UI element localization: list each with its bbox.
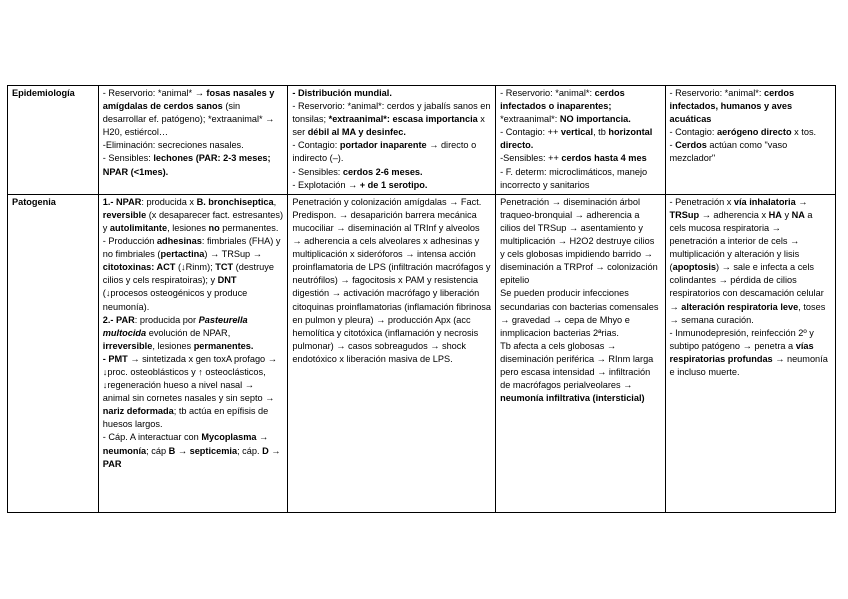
text-run: x tos.: [791, 127, 817, 138]
table-cell: [496, 194, 665, 512]
text-run: actúan como "vaso mezclador": [669, 140, 788, 164]
text-run: horizontal directo.: [500, 127, 653, 151]
table-cell: [496, 86, 665, 195]
text-run: - Sensibles:: [102, 153, 154, 164]
text-run: : producida x: [141, 196, 197, 207]
text-run: + de 1 serotipo.: [359, 179, 428, 190]
text-run: - Contagio:: [292, 140, 340, 151]
text-run: cerdos hasta 4 mes: [561, 153, 647, 164]
text-run: Cerdos: [675, 140, 707, 151]
text-run: citotoxinas: ACT: [102, 262, 176, 273]
cell-paragraph: [103, 314, 284, 353]
cell-paragraph: [292, 87, 491, 100]
text-run: -Sensibles: ++: [500, 153, 562, 164]
cell-paragraph: [500, 126, 660, 152]
text-run: : fimbriales (FHA) y no fimbriales (: [102, 236, 281, 260]
text-run: NO importancia.: [559, 114, 631, 125]
text-run: Pasteurella multocida: [102, 314, 248, 338]
text-run: nariz deformada: [102, 406, 174, 417]
row-header-label: Epidemiología: [12, 88, 75, 98]
text-run: → directo o indirecto (–).: [292, 140, 477, 164]
text-run: ,: [273, 196, 277, 207]
text-run: Penetración → diseminación árbol traqueo-bronquial → adherencia a cilios del TRSup → asentamiento y multiplicación → H2O2 destruye cilios y cels globosas impidiendo barrido → diseminación a TRProf → colonización epitelio: [500, 196, 658, 286]
text-run: Tb afecta a cels globosas → diseminación periférica → RInm larga pero escasa intensidad → infiltración de macrófagos perialveolares →: [500, 340, 654, 391]
text-run: , lesiones: [167, 222, 209, 233]
cell-paragraph: [103, 152, 284, 178]
cell-paragraph: [500, 287, 660, 339]
text-run: - Producción: [102, 236, 157, 247]
cell-paragraph: [103, 139, 284, 152]
text-run: Se pueden producir infecciones secundarias con bacterias comensales → gravedad → cepa de Mhyo e inmplicacion bacterias 2ªrias.: [500, 288, 659, 338]
text-run: TRSup: [669, 209, 700, 220]
cell-paragraph: [292, 100, 491, 139]
row-epidemiologia: [8, 86, 836, 195]
text-run: → sintetizada x gen toxA profago → ↓proc. osteoblásticos y ↑ osteoclásticos, ↓regeneración hueso a nivel nasal → animal sin cornetes nasales y sin septo →: [102, 353, 277, 404]
text-run: cerdos infectados, humanos y aves acuáticas: [669, 88, 795, 125]
table-cell: [665, 194, 835, 512]
row-patogenia: [8, 194, 836, 512]
text-run: neumonía: [102, 445, 147, 456]
text-run: - Inmunodepresión, reinfección 2º y subtipo patógeno → penetra a: [669, 327, 814, 351]
cell-paragraph: [500, 196, 660, 288]
row-header-label: Patogenia: [12, 196, 56, 207]
table-cell: [98, 194, 288, 512]
text-run: vía inhalatoria: [733, 196, 796, 207]
cell-paragraph: [292, 166, 491, 179]
row-header: [8, 86, 99, 195]
text-run: B. bronchiseptica: [196, 196, 274, 207]
text-run: →: [268, 445, 281, 456]
text-run: (x desaparecer fact. estresantes) y: [102, 209, 284, 233]
text-run: autolimitante: [109, 222, 168, 233]
text-run: vías respiratorias profundas: [669, 340, 814, 364]
cell-paragraph: [103, 235, 284, 314]
cell-paragraph: [670, 87, 831, 126]
text-run: , lesiones: [152, 340, 194, 351]
text-run: portador inaparente: [339, 140, 427, 151]
text-run: (destruye cilios y cels respiratoiras); y: [102, 262, 274, 286]
cell-paragraph: [500, 166, 660, 192]
cell-paragraph: [292, 179, 491, 192]
text-run: ; tb actúa en epífisis de huesos largos.: [102, 406, 269, 430]
text-run: pertactina: [160, 249, 205, 260]
text-run: - Cáp. A interactuar con: [102, 432, 202, 443]
text-run: (sin desarrollar ef. patógeno); *extraanimal* → H20, estiércol…: [102, 101, 275, 138]
text-run: - PMT: [102, 353, 128, 364]
text-run: - Reservorio: *animal*: cerdos y jabalís sanos en tonsilas;: [292, 101, 491, 125]
text-run: →: [256, 432, 269, 443]
cell-paragraph: [103, 87, 284, 139]
text-run: evolución de NPAR,: [146, 327, 231, 338]
text-run: cerdos 2-6 meses.: [342, 166, 423, 177]
text-run: , tb: [593, 127, 609, 138]
text-run: reversible: [102, 209, 147, 220]
text-run: neumonía infiltrativa (intersticial): [500, 393, 645, 404]
text-run: ) → sale e infecta a cels colindantes → pérdida de cilios respiratorios con descamación celular →: [669, 262, 824, 312]
text-run: permanentes.: [193, 340, 254, 351]
cell-paragraph: [103, 431, 284, 470]
text-run: alteración respiratoria leve: [681, 301, 799, 312]
cell-paragraph: [670, 126, 831, 139]
text-run: - Distribución mundial.: [292, 88, 392, 98]
text-run: adhesinas: [156, 236, 202, 247]
text-run: 2.- PAR: [102, 314, 135, 325]
text-run: - Contagio:: [669, 127, 718, 138]
text-run: -Eliminación: secreciones nasales.: [102, 140, 244, 151]
text-run: - Reservorio: *animal*: [102, 88, 195, 98]
text-run: *extraanimal*: escasa importancia: [328, 114, 478, 125]
text-run: (↓procesos osteogénicos y produce neumonía).: [102, 288, 248, 312]
text-run: x ser: [292, 114, 485, 138]
text-run: - Reservorio: *animal*:: [669, 88, 764, 98]
text-run: TCT: [215, 262, 234, 273]
text-run: vertical: [560, 127, 594, 138]
text-run: - Explotación →: [292, 179, 360, 190]
text-run: apoptosis: [672, 262, 716, 273]
text-run: PAR: [102, 458, 122, 469]
text-run: y: [781, 209, 792, 220]
text-run: - Penetración x: [669, 196, 734, 207]
table-cell: [288, 86, 496, 195]
table-cell: [288, 194, 496, 512]
cell-paragraph: [103, 353, 284, 432]
text-run: ) → TRSup →: [204, 249, 262, 260]
text-run: →: [175, 445, 190, 456]
text-run: cerdos infectados o inaparentes;: [500, 88, 625, 112]
cell-paragraph: [103, 196, 284, 235]
text-run: septicemia: [189, 445, 238, 456]
text-run: ; cáp: [146, 445, 169, 456]
text-run: D: [262, 445, 269, 456]
table-cell: [98, 86, 288, 195]
table-cell: [665, 86, 835, 195]
text-run: lechones (PAR: 2-3 meses; NPAR (<1mes).: [102, 153, 271, 177]
text-run: 1.- NPAR: [102, 196, 142, 207]
text-run: HA: [768, 209, 782, 220]
text-run: , toses → semana curación.: [669, 301, 826, 325]
text-run: - Sensibles:: [292, 166, 343, 177]
cell-paragraph: [670, 139, 831, 165]
text-run: - F. determ: microclimáticos, manejo incorrecto y sanitarios: [500, 166, 648, 190]
text-run: → neumonía e incluso muerte.: [669, 353, 828, 377]
cell-paragraph: [670, 196, 831, 327]
text-run: *extraanimal*:: [500, 114, 560, 125]
text-run: Penetración y colonización amígdalas → Fact. Predispon. → desaparición barrera mecánica mucociliar → diseminación al TRInf y alveolos → adherencia a cels alveolares x adhesinas y multiplicación x sideróforos → intensa acción proinflamatoria de LPS (infiltración macrófagos y neutrófilos) → fagocitosis x PAM y resistencia digestión → activación macrófago y liberación citoquinas proinflamatorias (inflamación fibrinosa en pulmon y pleura) → producción Apx (acc hemolítica y citotóxica (inflamación y necrosis pulmonar) → casos sobreagudos → shock endotóxico x liberación masiva de LPS.: [292, 196, 492, 364]
text-run: no: [208, 222, 220, 233]
text-run: B: [168, 445, 176, 456]
text-run: NA: [791, 209, 805, 220]
text-run: Mycoplasma: [201, 432, 257, 443]
text-run: aerógeno directo: [717, 127, 792, 138]
text-run: irreversible: [102, 340, 153, 351]
text-run: → fosas nasales y amígdalas de cerdos sanos: [102, 88, 275, 112]
text-run: permanentes.: [219, 222, 279, 233]
cell-paragraph: [500, 340, 660, 405]
row-header: [8, 194, 99, 512]
text-run: (↓Rinm);: [175, 262, 216, 273]
text-run: → adherencia x: [699, 209, 769, 220]
text-run: DNT: [217, 275, 237, 286]
text-run: →: [795, 196, 808, 207]
comparison-table: [7, 85, 836, 513]
text-run: - Contagio: ++: [500, 127, 561, 138]
text-run: a cels mucosa respiratoria → penetración a interior de cels → multiplicación y alteración y lisis (: [669, 209, 813, 273]
text-run: ; cáp.: [237, 445, 263, 456]
text-run: débil al MA y desinfec.: [307, 127, 406, 138]
text-run: - Reservorio: *animal*:: [500, 88, 595, 98]
cell-paragraph: [292, 196, 491, 366]
text-run: : producida por: [134, 314, 199, 325]
cell-paragraph: [670, 327, 831, 379]
cell-paragraph: [500, 152, 660, 165]
cell-paragraph: [500, 87, 660, 126]
cell-paragraph: [292, 139, 491, 165]
text-run: -: [669, 140, 676, 151]
